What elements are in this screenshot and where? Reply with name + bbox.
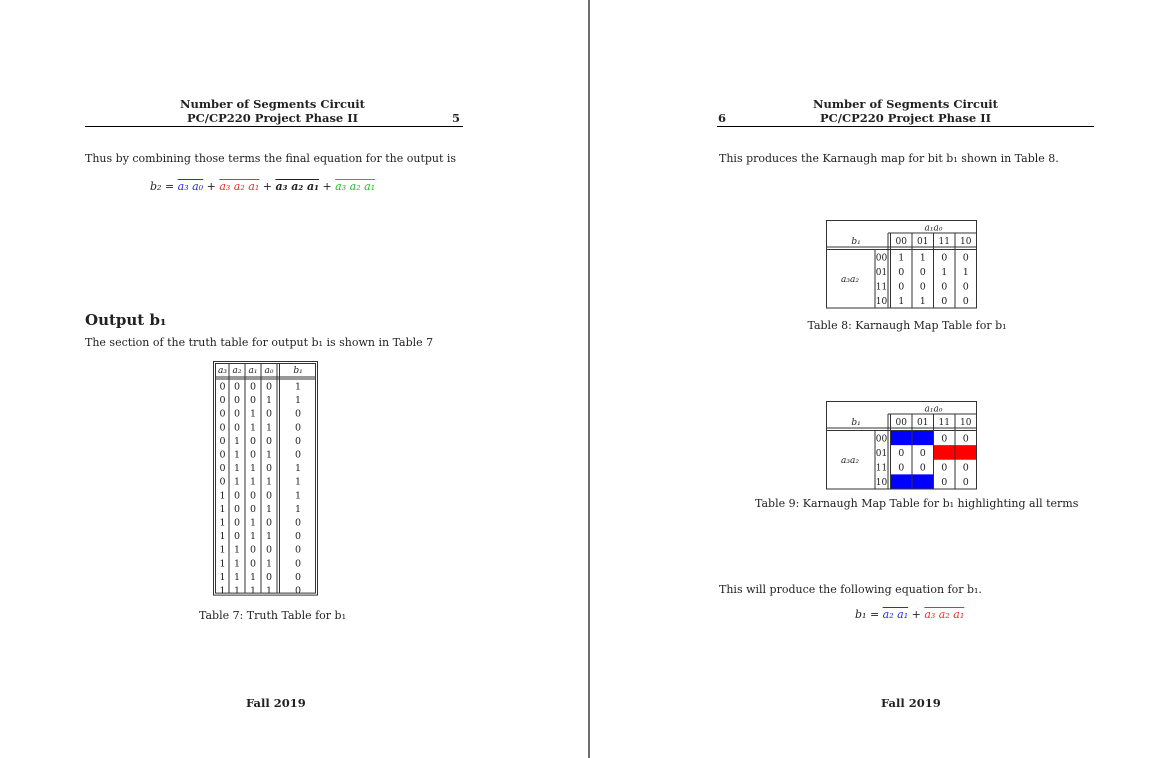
table-cell: 1 (233, 463, 241, 475)
table-cell: 1 (265, 558, 273, 570)
equation-term: a₂ a₁ (882, 608, 909, 621)
table-cell: 1 (219, 517, 226, 529)
kmap-table-8 (826, 220, 988, 310)
table-cell: 0 (265, 490, 273, 502)
table-cell: 0 (249, 490, 257, 502)
header-title-line2: PC/CP220 Project Phase II (820, 111, 991, 125)
table-header-cell: a₀ (264, 366, 274, 376)
table-cell: 0 (265, 571, 273, 583)
kmap-cell: 1 (898, 477, 905, 489)
intro-paragraph: This produces the Karnaugh map for bit b₁ shown in Table 8. (719, 152, 1059, 165)
kmap-cell: 1 (919, 433, 926, 445)
table-cell: 0 (219, 395, 226, 407)
kmap-cell: 1 (919, 252, 926, 264)
table-cell: 1 (249, 517, 257, 529)
table-cell: 0 (249, 395, 257, 407)
table-cell: 0 (294, 585, 302, 597)
kmap-cell: 0 (898, 266, 905, 278)
table-cell: 1 (294, 476, 302, 488)
header-rule (717, 126, 1094, 127)
table-cell: 1 (219, 571, 226, 583)
equation-b2 (150, 180, 375, 193)
document-page-6 (590, 0, 1172, 758)
table-cell: 0 (294, 544, 302, 556)
table-cell: 0 (265, 408, 273, 420)
kmap-cell: 0 (962, 252, 969, 264)
table-cell: 0 (233, 517, 241, 529)
table-header-cell: a₃ (218, 366, 227, 376)
kmap-cell: 1 (898, 296, 905, 308)
equation-plus: + (203, 180, 220, 193)
kmap-col-label: 00 (895, 237, 907, 247)
section-paragraph: The section of the truth table for output b₁ is shown in Table 7 (85, 336, 434, 349)
table-cell: 1 (249, 408, 257, 420)
kmap-row-label: 00 (875, 253, 888, 264)
kmap-cell: 0 (962, 462, 969, 474)
table-cell: 1 (265, 422, 273, 434)
kmap-cell: 1 (898, 433, 905, 445)
kmap-col-variable: a₁a₀ (924, 404, 943, 415)
equation-plus: + (259, 180, 276, 193)
table-cell: 0 (233, 490, 241, 502)
kmap-cell: 0 (962, 477, 969, 489)
kmap-col-label: 00 (895, 418, 907, 428)
page-number: 6 (718, 111, 727, 125)
table-cell: 1 (249, 531, 257, 543)
kmap-row-variable: a₃a₂ (841, 455, 859, 466)
kmap-cell: 1 (898, 252, 905, 264)
table-cell: 0 (219, 463, 226, 475)
kmap-corner-label: b₁ (851, 237, 861, 247)
table-header-cell: b₁ (293, 366, 303, 376)
page-footer: Fall 2019 (246, 696, 306, 710)
table-cell: 1 (294, 395, 302, 407)
kmap-cell: 0 (941, 281, 948, 293)
table-cell: 0 (233, 422, 241, 434)
table-cell: 1 (233, 476, 241, 488)
table-cell: 1 (249, 463, 257, 475)
table-cell: 0 (249, 503, 257, 515)
table-cell: 1 (265, 585, 273, 597)
kmap-table-9 (826, 401, 988, 491)
table-cell: 1 (233, 544, 241, 556)
table-cell: 1 (219, 531, 226, 543)
kmap-col-variable: a₁a₀ (924, 223, 943, 234)
kmap-cell: 0 (919, 266, 926, 278)
kmap-cell: 1 (962, 266, 969, 278)
table-cell: 1 (219, 490, 226, 502)
table-cell: 1 (219, 585, 226, 597)
table-cell: 0 (294, 449, 302, 461)
kmap-cell: 0 (898, 447, 905, 459)
kmap-cell: 0 (941, 252, 948, 264)
table-cell: 0 (233, 531, 241, 543)
table-cell: 1 (265, 476, 273, 488)
table-cell: 1 (233, 558, 241, 570)
kmap-cell: 0 (919, 462, 926, 474)
kmap-row-label: 11 (875, 463, 888, 474)
table-7-caption: Table 7: Truth Table for b₁ (199, 609, 346, 622)
table-cell: 0 (294, 558, 302, 570)
table-cell: 1 (265, 531, 273, 543)
header-title-line1: Number of Segments Circuit (179, 97, 365, 111)
table-cell: 0 (249, 558, 257, 570)
table-cell: 0 (294, 517, 302, 529)
equation-lhs: b₂ = (150, 180, 178, 193)
table-cell: 0 (294, 422, 302, 434)
equation-term: a₃ a₀ (177, 180, 204, 193)
kmap-cell: 1 (962, 447, 969, 459)
table-cell: 0 (219, 435, 226, 447)
outro-paragraph: This will produce the following equation for b₁. (719, 583, 982, 596)
kmap-col-label: 01 (917, 418, 929, 428)
kmap-cell: 0 (919, 281, 926, 293)
table-cell: 1 (249, 585, 257, 597)
kmap-col-label: 10 (960, 237, 972, 247)
table-cell: 1 (265, 503, 273, 515)
kmap-cell: 1 (941, 447, 948, 459)
table-header-cell: a₁ (248, 366, 258, 376)
header-rule (85, 126, 463, 127)
kmap-cell: 0 (898, 462, 905, 474)
header-title-line1: Number of Segments Circuit (812, 97, 998, 111)
table-cell: 0 (249, 381, 257, 393)
table-cell: 1 (249, 571, 257, 583)
table-cell: 1 (265, 395, 273, 407)
kmap-cell: 0 (898, 281, 905, 293)
table-cell: 0 (294, 435, 302, 447)
kmap-cell: 0 (941, 477, 948, 489)
truth-table (213, 361, 333, 603)
table-cell: 0 (233, 503, 241, 515)
page-footer: Fall 2019 (881, 696, 941, 710)
table-cell: 1 (294, 463, 302, 475)
table-cell: 0 (219, 408, 226, 420)
equation-term: a₃ a₂ a₁ (924, 608, 965, 621)
table-cell: 1 (265, 449, 273, 461)
kmap-row-label: 01 (875, 448, 888, 459)
kmap-col-label: 10 (960, 418, 972, 428)
table-cell: 1 (294, 490, 302, 502)
table-cell: 0 (265, 544, 273, 556)
kmap-cell: 0 (919, 447, 926, 459)
table-cell: 1 (219, 544, 226, 556)
kmap-col-label: 01 (917, 237, 929, 247)
table-cell: 1 (249, 476, 257, 488)
header-title-line2: PC/CP220 Project Phase II (187, 111, 358, 125)
intro-paragraph: Thus by combining those terms the final equation for the output is (85, 152, 457, 165)
table-cell: 0 (265, 463, 273, 475)
table-cell: 0 (265, 381, 273, 393)
table-cell: 0 (294, 571, 302, 583)
table-cell: 1 (233, 571, 241, 583)
table-cell: 1 (219, 558, 226, 570)
kmap-row-label: 01 (875, 267, 888, 278)
equation-term: a₃ a₂ a₁ (275, 180, 319, 193)
equation-plus: + (318, 180, 336, 193)
section-title-output-b1: Output b₁ (85, 311, 167, 329)
kmap-cell: 0 (941, 296, 948, 308)
equation-term: a₃ a₂ a₁ (219, 180, 260, 193)
kmap-col-label: 11 (938, 237, 950, 247)
table-cell: 1 (294, 381, 302, 393)
table-cell: 1 (294, 503, 302, 515)
table-cell: 0 (233, 381, 241, 393)
table-cell: 0 (219, 422, 226, 434)
kmap-cell: 0 (962, 296, 969, 308)
table-cell: 1 (249, 422, 257, 434)
kmap-cell: 0 (962, 433, 969, 445)
kmap-cell: 0 (962, 281, 969, 293)
table-cell: 0 (249, 449, 257, 461)
equation-lhs: b₁ = (855, 608, 883, 621)
equation-plus: + (908, 608, 925, 621)
table-cell: 1 (233, 435, 241, 447)
table-cell: 0 (233, 408, 241, 420)
table-cell: 1 (233, 585, 241, 597)
table-cell: 0 (219, 381, 226, 393)
page-header-title (803, 97, 1008, 125)
table-cell: 0 (294, 408, 302, 420)
kmap-cell: 0 (941, 433, 948, 445)
kmap-corner-label: b₁ (851, 418, 861, 428)
table-cell: 0 (249, 435, 257, 447)
kmap-row-label: 00 (875, 434, 888, 445)
table-header-cell: a₂ (232, 366, 242, 376)
table-cell: 0 (233, 395, 241, 407)
kmap-row-variable: a₃a₂ (841, 274, 859, 285)
table-cell: 0 (249, 544, 257, 556)
kmap-cell: 0 (941, 462, 948, 474)
kmap-border (827, 221, 977, 309)
kmap-row-label: 11 (875, 282, 888, 293)
table-8-caption: Table 8: Karnaugh Map Table for b₁ (807, 319, 1007, 332)
equation-term: a₃ a₂ a₁ (335, 180, 376, 193)
table-cell: 0 (219, 449, 226, 461)
table-cell: 1 (233, 449, 241, 461)
table-cell: 0 (294, 531, 302, 543)
page-header-title (170, 97, 375, 125)
kmap-cell: 1 (919, 477, 926, 489)
table-cell: 1 (219, 503, 226, 515)
kmap-cell: 1 (919, 296, 926, 308)
equation-b1 (855, 608, 964, 621)
table-cell: 0 (265, 435, 273, 447)
table-cell: 0 (219, 476, 226, 488)
table-cell: 0 (265, 517, 273, 529)
table-9-caption: Table 9: Karnaugh Map Table for b₁ highlighting all terms (755, 497, 1079, 510)
kmap-col-label: 11 (938, 418, 950, 428)
kmap-cell: 1 (941, 266, 948, 278)
kmap-row-label: 10 (875, 297, 888, 308)
kmap-row-label: 10 (875, 478, 888, 489)
page-number: 5 (452, 111, 461, 125)
